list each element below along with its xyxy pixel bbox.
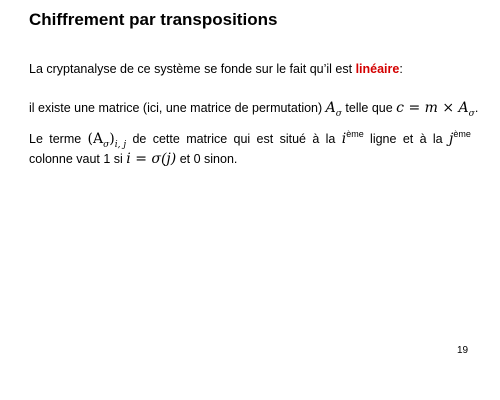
p2-word: est [256,132,274,146]
p3-text-1: colonne vaut 1 si [29,152,127,166]
p2-word: la [325,132,336,146]
p3-text-2: et 0 sinon. [176,152,238,166]
matrix-term: $(A_\sigma)_{i, j}$ [87,131,127,150]
p1-text-1: il existe une matrice (ici, une matrice de permutation) [29,101,326,115]
p1-period: . [474,101,479,115]
intro-text: La cryptanalyse de ce système se fonde sur le fait qu’il est [29,62,356,76]
p2-word: et [402,132,414,146]
paragraph-2 [29,126,471,153]
p2-word: à [312,132,320,146]
p2-word: de [132,132,147,146]
p2-word: la [432,132,443,146]
condition: i = σ(j) [126,151,177,167]
column-index: $j^{ème}$ [448,129,471,147]
intro-colon: : [399,62,403,76]
p2-word: situé [279,132,306,146]
row-index: $i^{ème}$ [341,129,364,147]
slide-title: Chiffrement par transpositions [29,10,278,29]
equation: $c = m \times A_\sigma$ [396,100,475,119]
page-number: 19 [457,345,469,356]
p1-text-2: telle que [341,101,397,115]
p2-word: cette [152,132,180,146]
intro-line [29,61,403,77]
p2-word: qui [233,132,251,146]
p2-word: ligne [370,132,397,146]
p2-word: à [419,132,427,146]
paragraph-3 [29,151,237,167]
p2-word: Le [29,132,43,146]
highlighted-word: linéaire [355,62,400,76]
p2-word: matrice [186,132,228,146]
matrix-symbol: $A_\sigma$ [325,100,342,119]
paragraph-1 [29,100,479,122]
p2-word: terme [49,132,82,146]
